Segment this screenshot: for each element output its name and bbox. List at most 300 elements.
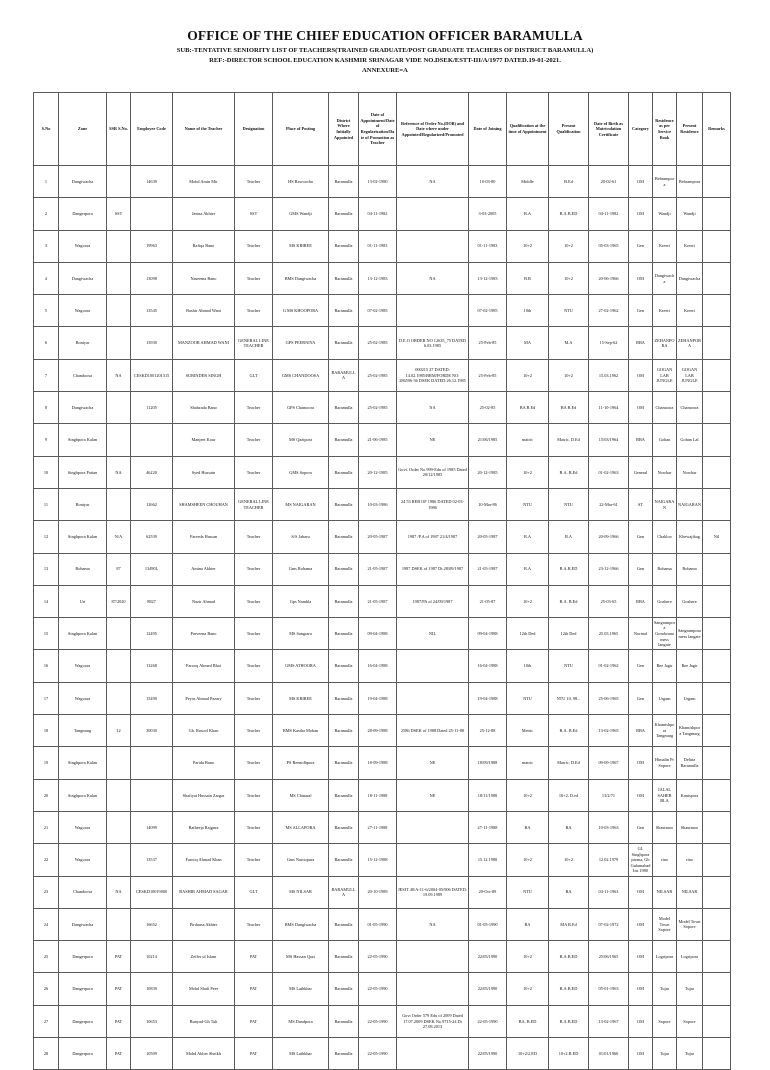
table-cell: Dangerpora bbox=[59, 198, 107, 230]
table-cell: PAT bbox=[107, 1038, 131, 1070]
table-cell: OM bbox=[629, 876, 653, 908]
table-cell: Baramulla bbox=[329, 553, 359, 585]
table-cell: B.A.B.ED bbox=[549, 973, 589, 1005]
table-cell: 10+2 bbox=[549, 844, 589, 876]
table-cell: Tujar bbox=[677, 1038, 703, 1070]
table-cell: Wandji bbox=[677, 198, 703, 230]
table-cell bbox=[703, 650, 731, 682]
column-header: District Where Initially Appointed bbox=[329, 93, 359, 166]
table-cell: Dangerpora bbox=[59, 1038, 107, 1070]
table-cell bbox=[107, 682, 131, 714]
table-cell: 20-05-1987 bbox=[469, 521, 507, 553]
table-cell: Teacher bbox=[235, 553, 273, 585]
table-cell: Bunyad-Gh Tali bbox=[173, 1005, 235, 1037]
table-cell bbox=[107, 747, 131, 779]
table-cell: Gen bbox=[629, 682, 653, 714]
table-row bbox=[34, 456, 731, 488]
table-cell: 27-11-1988 bbox=[359, 811, 397, 843]
table-cell: 46220 bbox=[131, 456, 173, 488]
table-cell: GMS Sopora bbox=[273, 456, 329, 488]
table-cell: 1987 DSEK of 1987 Dt:28/09/1987 bbox=[397, 553, 469, 585]
table-cell: 22-05-1990 bbox=[359, 941, 397, 973]
table-cell: B.A, B.Ed bbox=[549, 456, 589, 488]
table-row bbox=[34, 262, 731, 294]
table-cell bbox=[107, 230, 131, 262]
table-row bbox=[34, 585, 731, 617]
table-cell: Model Town Sopore bbox=[653, 908, 677, 940]
table-cell: Kreeri bbox=[677, 230, 703, 262]
table-cell: Wandji bbox=[653, 198, 677, 230]
table-cell: BMS Dangiwacha bbox=[273, 908, 329, 940]
table-cell: Nil bbox=[703, 521, 731, 553]
table-cell: 13545 bbox=[131, 295, 173, 327]
table-cell: 19 bbox=[34, 747, 59, 779]
table-cell: Rafiqa Bano bbox=[173, 230, 235, 262]
table-cell: General bbox=[629, 456, 653, 488]
table-cell: Baramulla bbox=[329, 488, 359, 520]
table-cell: 13490L bbox=[131, 553, 173, 585]
column-header: Category bbox=[629, 93, 653, 166]
table-cell: 30030 bbox=[131, 715, 173, 747]
table-cell: 07-02-1985 bbox=[469, 295, 507, 327]
table-cell: B.A bbox=[507, 198, 549, 230]
table-cell: OM bbox=[629, 1038, 653, 1070]
table-cell: 10-03-80 bbox=[469, 166, 507, 198]
table-cell: 1987/PA of 24/09/1987 bbox=[397, 585, 469, 617]
table-cell: Rohama bbox=[677, 553, 703, 585]
table-cell: Pirdausa Akhter bbox=[173, 908, 235, 940]
table-cell bbox=[703, 618, 731, 650]
table-cell: 28-09-1988 bbox=[359, 715, 397, 747]
table-cell: Jamsa Akhter bbox=[173, 198, 235, 230]
table-cell bbox=[107, 262, 131, 294]
table-cell: Kreeri bbox=[677, 295, 703, 327]
table-cell: 19-04-1988 bbox=[359, 682, 397, 714]
column-header: Qualification at the time of Appointment bbox=[507, 93, 549, 166]
table-cell: JESIT 40/A-11-6/2004-05/906 DATED: 19.09.1989 bbox=[397, 876, 469, 908]
table-cell: 3-03-2005 bbox=[469, 198, 507, 230]
table-cell: Baramulla bbox=[329, 973, 359, 1005]
table-cell: 10509 bbox=[131, 1038, 173, 1070]
table-cell: Behrampora bbox=[677, 166, 703, 198]
table-cell: NE bbox=[397, 779, 469, 811]
table-cell: NE bbox=[397, 747, 469, 779]
table-cell bbox=[703, 359, 731, 391]
table-cell: 25-02-85 bbox=[469, 392, 507, 424]
table-cell: 14 bbox=[34, 585, 59, 617]
table-cell: 11-10-1964 bbox=[589, 392, 629, 424]
table-cell: 13-12-1983 bbox=[469, 262, 507, 294]
column-header: Present Residence bbox=[677, 93, 703, 166]
table-cell: Normal bbox=[629, 618, 653, 650]
table-cell: Govt. Order No.999-Edu of 1985 Dated 20/12/1985 bbox=[397, 456, 469, 488]
table-cell: S/S Jabaru bbox=[273, 521, 329, 553]
table-cell bbox=[107, 811, 131, 843]
table-cell: Dangiwacha bbox=[59, 908, 107, 940]
table-cell: Teacher bbox=[235, 747, 273, 779]
table-cell: 12662 bbox=[131, 488, 173, 520]
table-cell: 07-02-1972 bbox=[589, 908, 629, 940]
table-cell bbox=[703, 1038, 731, 1070]
table-cell: Wagoora bbox=[59, 811, 107, 843]
table-cell: B.A bbox=[549, 521, 589, 553]
table-cell: 15/03/1964 bbox=[589, 424, 629, 456]
table-cell: Naseema Bano bbox=[173, 262, 235, 294]
table-cell: 13268 bbox=[131, 650, 173, 682]
table-cell: Wagoora bbox=[59, 230, 107, 262]
table-cell: 10-03-1986 bbox=[359, 488, 397, 520]
table-cell: NTU bbox=[549, 488, 589, 520]
table-cell: 10+2 bbox=[507, 359, 549, 391]
table-cell: Baramulla bbox=[329, 811, 359, 843]
table-cell: GPS Chamoora bbox=[273, 392, 329, 424]
table-cell: OM bbox=[629, 262, 653, 294]
table-cell bbox=[703, 230, 731, 262]
table-cell: Teacher bbox=[235, 844, 273, 876]
table-cell: 26 bbox=[34, 973, 59, 1005]
table-cell: PAT bbox=[235, 973, 273, 1005]
table-cell: B.A.B.ED bbox=[549, 941, 589, 973]
table-cell: Dangiwacha bbox=[59, 166, 107, 198]
table-cell: Baramulla bbox=[329, 650, 359, 682]
table-cell bbox=[107, 618, 131, 650]
table-cell: BA B.Ed bbox=[549, 392, 589, 424]
table-cell: OM bbox=[629, 779, 653, 811]
table-cell: Dangiwacha bbox=[59, 262, 107, 294]
table-cell: 10+2 bbox=[549, 262, 589, 294]
table-cell: 12.02.1979 bbox=[589, 844, 629, 876]
table-cell: Gms Naroopura bbox=[273, 844, 329, 876]
table-cell: Delina Baramulla bbox=[677, 747, 703, 779]
table-cell: MS Lathkhar bbox=[273, 973, 329, 1005]
table-cell: OM bbox=[629, 166, 653, 198]
table-cell: PAT bbox=[235, 941, 273, 973]
table-cell: Sangrampora Gondwana mess langate bbox=[653, 618, 677, 650]
table-cell: 16-04-1988 bbox=[359, 650, 397, 682]
table-cell: Dangerpora bbox=[59, 973, 107, 1005]
column-header: Date of Appointment/Date of Regularization/Date of Promotion as Teacher bbox=[359, 93, 397, 166]
table-cell: Tujar bbox=[653, 973, 677, 1005]
table-cell: Shautmoo bbox=[653, 811, 677, 843]
table-cell bbox=[397, 811, 469, 843]
table-cell bbox=[703, 779, 731, 811]
table-row bbox=[34, 230, 731, 262]
table-cell: ZEHANPORA bbox=[653, 327, 677, 359]
table-cell: NTU bbox=[549, 650, 589, 682]
table-cell: 14099 bbox=[131, 811, 173, 843]
table-cell: 1 bbox=[34, 166, 59, 198]
table-cell: 10+2 bbox=[507, 585, 549, 617]
table-cell: 1987 /P.A of 1987 21/4/1987 bbox=[397, 521, 469, 553]
table-cell: 01-02-1962 bbox=[589, 650, 629, 682]
table-cell: Gen bbox=[629, 650, 653, 682]
table-cell bbox=[107, 166, 131, 198]
table-cell: GMS ATHOORA bbox=[273, 650, 329, 682]
table-cell: B.A.B.ED bbox=[549, 553, 589, 585]
table-cell: 19963 bbox=[131, 230, 173, 262]
table-row bbox=[34, 424, 731, 456]
table-cell: MS Hassan Qazi bbox=[273, 941, 329, 973]
table-cell: Gozhere bbox=[653, 585, 677, 617]
table-cell bbox=[107, 844, 131, 876]
table-cell: 16-04-1988 bbox=[469, 650, 507, 682]
table-cell: Teacher bbox=[235, 908, 273, 940]
table-cell: Himalin Pr Sopore bbox=[653, 747, 677, 779]
table-cell: 19-04-1988 bbox=[469, 682, 507, 714]
table-cell: 18/09/1988 bbox=[469, 747, 507, 779]
table-cell: 10+2.B.ED bbox=[549, 1038, 589, 1070]
table-cell: 6 bbox=[34, 327, 59, 359]
table-cell: 01-11-1983 bbox=[469, 230, 507, 262]
table-row bbox=[34, 1005, 731, 1037]
table-row bbox=[34, 941, 731, 973]
table-cell: BA B.Ed bbox=[507, 392, 549, 424]
table-cell: 20 bbox=[34, 779, 59, 811]
table-cell: BASHIR AHMAD SAGAR bbox=[173, 876, 235, 908]
table-cell: BA bbox=[507, 811, 549, 843]
column-header: SSR S.No. bbox=[107, 93, 131, 166]
table-cell: Singhpora Kalan bbox=[59, 779, 107, 811]
table-row bbox=[34, 327, 731, 359]
table-cell bbox=[397, 844, 469, 876]
table-cell: Khamishpora Tangmarg bbox=[677, 715, 703, 747]
column-header: Present Qualification bbox=[549, 93, 589, 166]
table-cell: NE bbox=[397, 424, 469, 456]
table-cell: Govt Order 579 Edu of 2009 Dated 17.07.2009 DSEK No.9715-24 Dt 27.08.2013 bbox=[397, 1005, 469, 1037]
table-cell: PAT bbox=[107, 973, 131, 1005]
table-cell: NA bbox=[107, 359, 131, 391]
table-cell: NA bbox=[397, 166, 469, 198]
table-cell: 10+2, D.ed bbox=[549, 779, 589, 811]
table-cell: 22/05/1990 bbox=[469, 1038, 507, 1070]
table-cell: 22-05-1990 bbox=[469, 1005, 507, 1037]
table-cell: Khewajibag bbox=[677, 521, 703, 553]
table-cell: SST bbox=[107, 198, 131, 230]
table-cell bbox=[397, 973, 469, 1005]
table-cell bbox=[703, 715, 731, 747]
table-cell: 21-05-1987 bbox=[359, 553, 397, 585]
table-cell: Manjeet Kour bbox=[173, 424, 235, 456]
table-row bbox=[34, 908, 731, 940]
table-cell: SURINDER SINGH bbox=[173, 359, 235, 391]
table-cell: MS Dandpora bbox=[273, 1005, 329, 1037]
table-cell: rino bbox=[677, 844, 703, 876]
table-cell: 62539 bbox=[131, 521, 173, 553]
table-cell: NTU bbox=[549, 295, 589, 327]
table-cell bbox=[107, 488, 131, 520]
table-cell: Singhpora Kalan bbox=[59, 521, 107, 553]
table-cell bbox=[131, 779, 173, 811]
table-cell: 10+2 bbox=[549, 359, 589, 391]
table-cell bbox=[703, 585, 731, 617]
table-cell: 25-03-65 bbox=[589, 585, 629, 617]
table-cell: Shautmoo bbox=[677, 811, 703, 843]
table-cell: Model Town Sopore bbox=[677, 908, 703, 940]
table-cell: Chamoora bbox=[653, 392, 677, 424]
table-cell: Singhpora Kalan bbox=[59, 424, 107, 456]
table-cell: Zeffer ul Islam bbox=[173, 941, 235, 973]
table-cell: 13098 bbox=[131, 262, 173, 294]
table-cell bbox=[703, 327, 731, 359]
table-cell: GENERAL LINE TEACHER bbox=[235, 488, 273, 520]
table-cell: Metric bbox=[507, 715, 549, 747]
table-cell: Tujar bbox=[653, 1038, 677, 1070]
table-cell: OM bbox=[629, 359, 653, 391]
table-cell: OM bbox=[629, 908, 653, 940]
table-row bbox=[34, 553, 731, 585]
table-cell: Sopore bbox=[677, 1005, 703, 1037]
table-cell: 27 bbox=[34, 1005, 59, 1037]
table-cell: Baramulla bbox=[329, 327, 359, 359]
table-cell: 10+2 bbox=[549, 230, 589, 262]
table-cell: 10+2 bbox=[507, 779, 549, 811]
table-cell: matric bbox=[507, 424, 549, 456]
table-cell: 22-05-1990 bbox=[359, 1038, 397, 1070]
table-cell bbox=[703, 424, 731, 456]
table-cell: Sangrampora mess langate bbox=[677, 618, 703, 650]
table-cell: JALAL SAHEB BLA bbox=[653, 779, 677, 811]
table-cell: 20-12-1985 bbox=[359, 456, 397, 488]
table-cell: Gohan bbox=[653, 424, 677, 456]
table-cell: PAT bbox=[235, 1005, 273, 1037]
table-cell: 21 bbox=[34, 811, 59, 843]
table-cell: 27-11-1988 bbox=[469, 811, 507, 843]
table-row bbox=[34, 650, 731, 682]
table-cell bbox=[107, 392, 131, 424]
table-cell: B.A.B.ED bbox=[549, 1005, 589, 1037]
table-cell: Teacher bbox=[235, 715, 273, 747]
table-row bbox=[34, 392, 731, 424]
table-cell: 25 bbox=[34, 941, 59, 973]
table-cell: 10th bbox=[507, 295, 549, 327]
table-cell bbox=[703, 811, 731, 843]
table-cell: Baramulla bbox=[329, 1005, 359, 1037]
table-cell: GPS PEERNIYA bbox=[273, 327, 329, 359]
table-cell: Kanispora bbox=[677, 779, 703, 811]
table-row bbox=[34, 876, 731, 908]
table-cell: 10+2 bbox=[507, 844, 549, 876]
table-cell: NA bbox=[107, 456, 131, 488]
table-cell: RBA bbox=[629, 424, 653, 456]
table-cell: Parida Bano bbox=[173, 747, 235, 779]
table-cell: Baramulla bbox=[329, 262, 359, 294]
table-cell: Gms Rohama bbox=[273, 553, 329, 585]
table-cell: 01/01/1966 bbox=[589, 1038, 629, 1070]
table-cell: 17 bbox=[34, 682, 59, 714]
table-cell: 11 bbox=[34, 488, 59, 520]
table-cell bbox=[703, 941, 731, 973]
table-cell: Teacher bbox=[235, 295, 273, 327]
table-cell: Baramulla bbox=[329, 715, 359, 747]
table-cell: Tangmarg bbox=[59, 715, 107, 747]
table-cell: 8 bbox=[34, 392, 59, 424]
table-cell: 10+2/2.ED bbox=[507, 1038, 549, 1070]
table-cell: GL Singhpora parma, Gh Gulamabad Ins 1988 bbox=[629, 844, 653, 876]
column-header: Date of Birth as Matriculation Certificate bbox=[589, 93, 629, 166]
table-cell: Baramulla bbox=[329, 230, 359, 262]
table-cell: Syed Hussain bbox=[173, 456, 235, 488]
table-cell: 21-06-1985 bbox=[359, 424, 397, 456]
table-cell: Urgam bbox=[677, 682, 703, 714]
annexure-label: ANNEXURE=A bbox=[362, 67, 408, 74]
table-cell bbox=[131, 424, 173, 456]
table-cell: 25-06-1965 bbox=[589, 682, 629, 714]
table-cell: Singhpora Pattan bbox=[59, 456, 107, 488]
table-cell: 04-11-1982 bbox=[589, 198, 629, 230]
table-cell: NAIGARAN bbox=[677, 488, 703, 520]
table-cell: NAIGARAN bbox=[653, 488, 677, 520]
table-cell: 000215 27 DATED: 14.02.1985/BRM/FORDE NO: 286596-36 DSEK DATED:26.12.1985 bbox=[397, 359, 469, 391]
table-cell: 15490 bbox=[131, 682, 173, 714]
column-header: Remarks bbox=[703, 93, 731, 166]
table-cell: Dangerpora bbox=[59, 1005, 107, 1037]
table-cell: NTU bbox=[507, 488, 549, 520]
table-cell: Chamoora bbox=[677, 392, 703, 424]
table-cell: 10th bbox=[507, 650, 549, 682]
table-cell: Amina Akhter bbox=[173, 553, 235, 585]
table-cell: OM bbox=[629, 392, 653, 424]
table-cell: Baramulla bbox=[329, 198, 359, 230]
table-cell: B.A. B.Ed bbox=[549, 585, 589, 617]
table-cell: 20-Oct-89 bbox=[469, 876, 507, 908]
table-cell: 09-04-1988 bbox=[359, 618, 397, 650]
table-cell: MS Chinaral bbox=[273, 779, 329, 811]
table-cell: MS Qazipora bbox=[273, 424, 329, 456]
table-cell: Boniyar bbox=[59, 488, 107, 520]
table-cell: 13-12-1983 bbox=[359, 262, 397, 294]
table-cell: 87/2020 bbox=[107, 585, 131, 617]
table-cell bbox=[703, 488, 731, 520]
table-cell: Tujar bbox=[677, 973, 703, 1005]
table-cell: Teacher bbox=[235, 521, 273, 553]
table-cell: 04-11-1982 bbox=[359, 198, 397, 230]
table-cell: MS NAIGARAN bbox=[273, 488, 329, 520]
table-cell bbox=[703, 747, 731, 779]
table-cell: Gen bbox=[629, 295, 653, 327]
table-cell: SHAMSHEEN CHOUHAN bbox=[173, 488, 235, 520]
table-row bbox=[34, 844, 731, 876]
table-row bbox=[34, 715, 731, 747]
table-cell: OM bbox=[629, 973, 653, 1005]
table-cell: 11205 bbox=[131, 392, 173, 424]
table-cell: 01-11-1983 bbox=[359, 230, 397, 262]
table-cell: 15-Sep-62 bbox=[589, 327, 629, 359]
table-cell: Teacher bbox=[235, 682, 273, 714]
table-row bbox=[34, 295, 731, 327]
table-cell: Chandoosa bbox=[59, 876, 107, 908]
table-cell: 27-02-1962 bbox=[589, 295, 629, 327]
table-cell bbox=[703, 262, 731, 294]
table-cell: MS NILSAR bbox=[273, 876, 329, 908]
column-header: Reference of Order No.(DOB) and Date where under Appointed/Regularized/Promoted bbox=[397, 93, 469, 166]
table-cell bbox=[397, 230, 469, 262]
table-cell: Dangiwacha bbox=[59, 392, 107, 424]
column-header: Place of Posting bbox=[273, 93, 329, 166]
column-header: Zone bbox=[59, 93, 107, 166]
table-cell: 13-02-1980 bbox=[359, 166, 397, 198]
table-cell: NILSAR bbox=[677, 876, 703, 908]
table-cell: 22-05-1990 bbox=[359, 1005, 397, 1037]
table-cell: Baramulla bbox=[329, 779, 359, 811]
table-cell: 10214 bbox=[131, 941, 173, 973]
table-row bbox=[34, 488, 731, 520]
table-cell: D.E.O ORDER NO 12635_75 DATED 6.03.1985 bbox=[397, 327, 469, 359]
table-cell: 18/11/1988 bbox=[469, 779, 507, 811]
table-cell: 14639 bbox=[131, 166, 173, 198]
table-row bbox=[34, 682, 731, 714]
table-cell: 24 53 REB OF 1986 DATED 02-03-1986 bbox=[397, 488, 469, 520]
table-cell: Matric, D.Ed bbox=[549, 747, 589, 779]
